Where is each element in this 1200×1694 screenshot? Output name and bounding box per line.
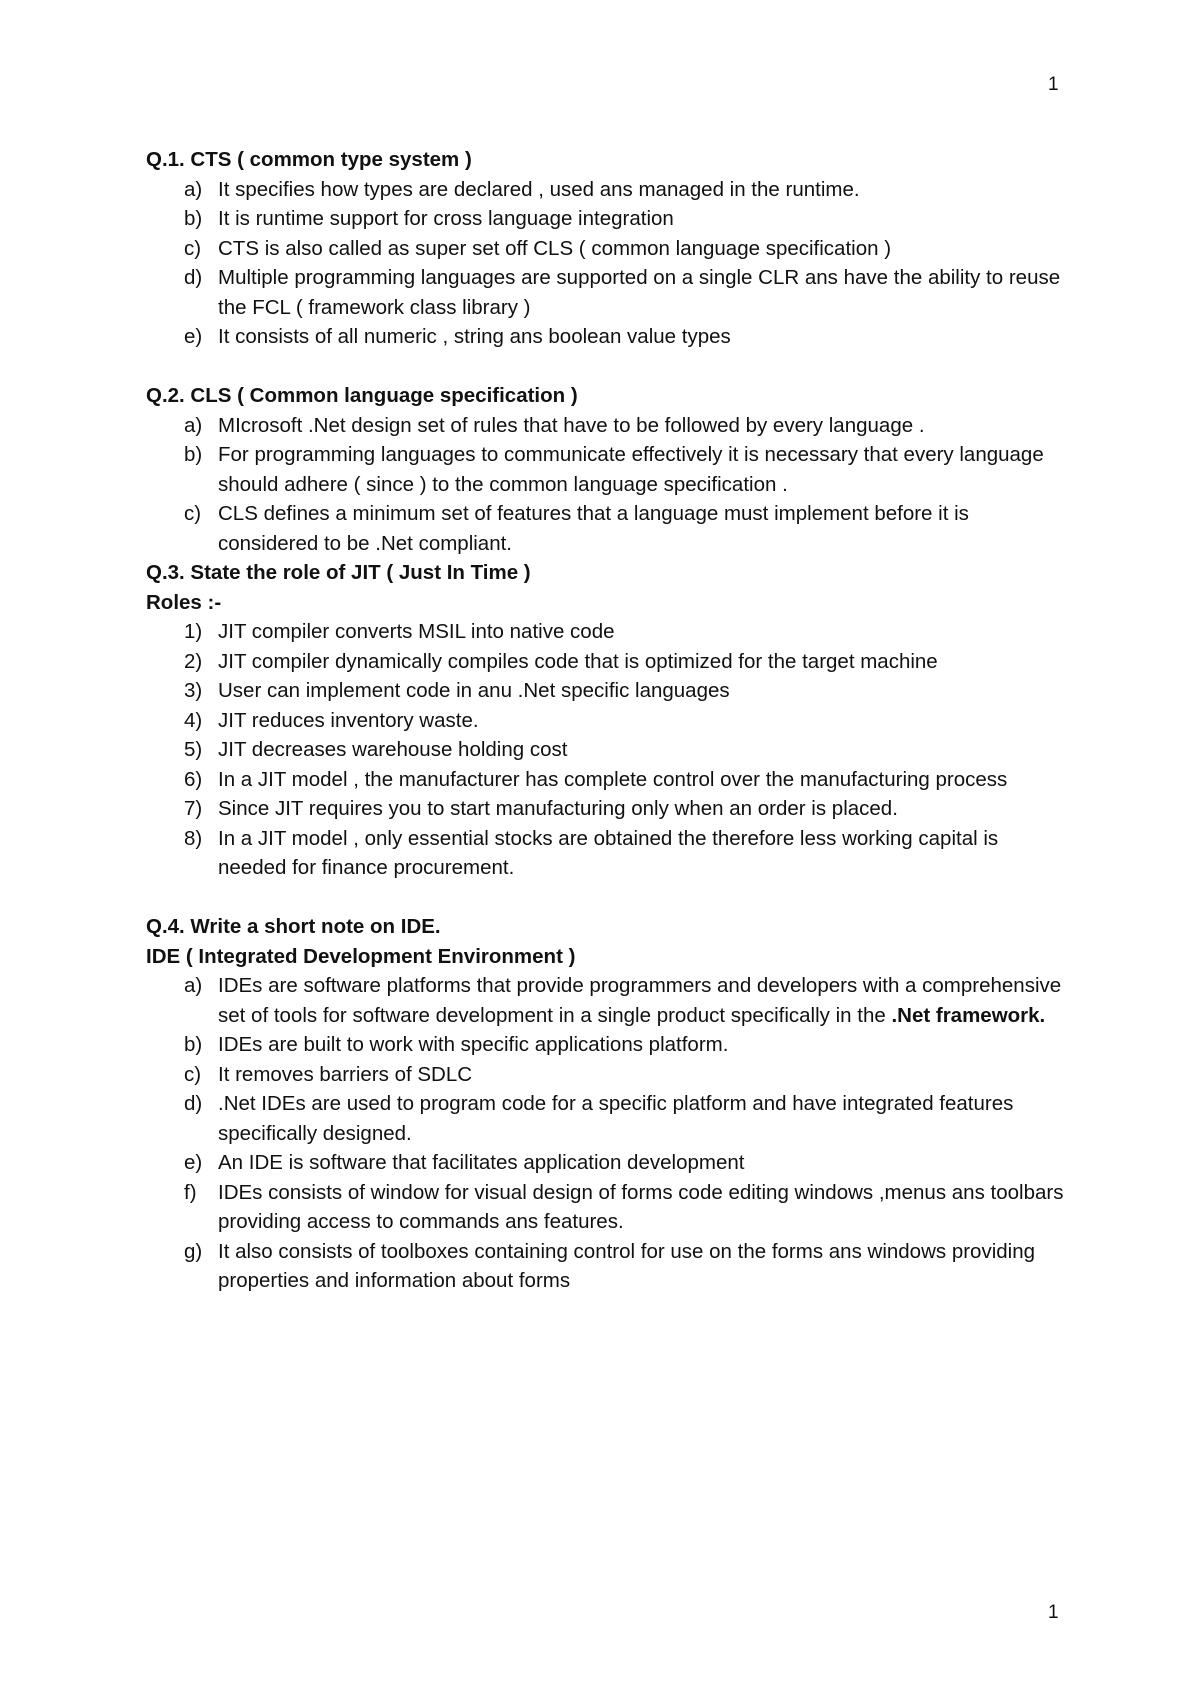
list-item-text: It also consists of toolboxes containing control for use on the forms ans windows providing properties and information about forms (218, 1239, 1036, 1292)
list-marker: d) (184, 266, 203, 289)
list-marker: 4) (184, 708, 203, 732)
list-marker: g) (184, 1239, 203, 1263)
list-item-text: .Net IDEs are used to program code for a specific platform and have integrated features specifically designed. (218, 1092, 1014, 1145)
list-item-text: IDEs are built to work with specific applications platform. (218, 1033, 729, 1056)
list-marker: b) (184, 1033, 203, 1056)
list-item-text: It removes barriers of SDLC (218, 1062, 473, 1086)
list-item (146, 824, 1066, 883)
list-marker: 5) (184, 738, 203, 761)
q4-list (146, 971, 1066, 1296)
list-item (146, 765, 1066, 795)
list-item-text: JIT compiler converts MSIL into native code (218, 620, 615, 643)
list-item (146, 617, 1066, 647)
list-item (146, 1030, 1066, 1060)
list-marker: 3) (184, 679, 203, 702)
q1-heading: Q.1. CTS ( common type system ) (146, 148, 472, 171)
list-item (146, 971, 1066, 1030)
q3-heading: Q.3. State the role of JIT ( Just In Time ) (146, 561, 531, 584)
list-marker: b) (184, 207, 203, 230)
q4-heading: Q.4. Write a short note on IDE. (146, 915, 441, 938)
list-marker: 2) (184, 649, 203, 673)
list-item-text: CLS defines a minimum set of features that a language must implement before it is considered to be .Net compliant. (218, 502, 969, 555)
list-item-text: Multiple programming languages are supported on a single CLR ans have the ability to reuse the FCL ( framework class library ) (218, 266, 1061, 319)
spacer (146, 883, 1066, 913)
list-marker: c) (184, 236, 202, 260)
list-marker: a) (184, 974, 203, 997)
list-marker: d) (184, 1092, 203, 1115)
list-item (146, 1148, 1066, 1178)
list-item-text: For programming languages to communicate effectively it is necessary that every language should adhere ( since ) to the common language specification . (218, 443, 1044, 496)
list-item (146, 1178, 1066, 1237)
list-marker: a) (184, 413, 203, 437)
list-item-text: In a JIT model , the manufacturer has complete control over the manufacturing process (218, 767, 1008, 791)
list-item-text: It consists of all numeric , string ans boolean value types (218, 325, 731, 348)
list-marker: b) (184, 443, 203, 466)
list-item (146, 676, 1066, 706)
q3-subheading: Roles :- (146, 590, 222, 614)
list-marker: 7) (184, 797, 203, 820)
list-item-text: Since JIT requires you to start manufacturing only when an order is placed. (218, 797, 898, 820)
list-item (146, 499, 1066, 558)
list-item-text: CTS is also called as super set off CLS ( common language specification ) (218, 236, 892, 260)
list-item-text: MIcrosoft .Net design set of rules that have to be followed by every language . (218, 413, 925, 437)
list-item-bold-text: .Net framework. (891, 1003, 1046, 1027)
list-marker: e) (184, 1151, 203, 1174)
q1-list (146, 175, 1066, 352)
q2-list (146, 411, 1066, 559)
q3-list (146, 617, 1066, 883)
list-item (146, 322, 1066, 352)
list-item-text: JIT decreases warehouse holding cost (218, 738, 568, 761)
list-marker: c) (184, 502, 202, 525)
list-item-text: JIT reduces inventory waste. (218, 708, 479, 732)
list-item (146, 411, 1066, 441)
list-item (146, 204, 1066, 234)
list-item (146, 234, 1066, 264)
list-item (146, 1060, 1066, 1090)
list-marker: e) (184, 325, 203, 348)
list-item-text: User can implement code in anu .Net specific languages (218, 679, 730, 702)
page-number-top: 1 (1048, 74, 1059, 95)
list-item (146, 794, 1066, 824)
list-item-text: JIT compiler dynamically compiles code that is optimized for the target machine (218, 649, 938, 673)
list-marker: 8) (184, 826, 203, 850)
list-item (146, 1237, 1066, 1296)
q2-heading: Q.2. CLS ( Common language specification ) (146, 384, 578, 407)
list-item-text: IDEs are software platforms that provide programmers and developers with a comprehensive set of tools for software development in a single product specifically in the (218, 974, 1062, 1027)
list-item (146, 647, 1066, 677)
list-item (146, 735, 1066, 765)
list-marker: 1) (184, 620, 203, 643)
spacer (146, 352, 1066, 382)
list-item (146, 1089, 1066, 1148)
list-item-text: In a JIT model , only essential stocks are obtained the therefore less working capital is needed for finance procurement. (218, 826, 999, 879)
list-item (146, 263, 1066, 322)
list-item (146, 440, 1066, 499)
list-item-text: IDEs consists of window for visual design of forms code editing windows ,menus ans toolbars providing access to commands ans features. (218, 1180, 1064, 1233)
document-body (146, 145, 1066, 1296)
list-marker: a) (184, 177, 203, 201)
page-number-bottom: 1 (1048, 1602, 1059, 1623)
list-marker: f) (184, 1180, 197, 1204)
list-marker: c) (184, 1062, 202, 1086)
list-item-text: It is runtime support for cross language integration (218, 207, 674, 230)
list-item-text: It specifies how types are declared , used ans managed in the runtime. (218, 177, 860, 201)
list-item (146, 706, 1066, 736)
list-marker: 6) (184, 767, 203, 791)
q4-subheading: IDE ( Integrated Development Environment ) (146, 944, 576, 968)
list-item-text: An IDE is software that facilitates application development (218, 1151, 745, 1174)
list-item (146, 175, 1066, 205)
